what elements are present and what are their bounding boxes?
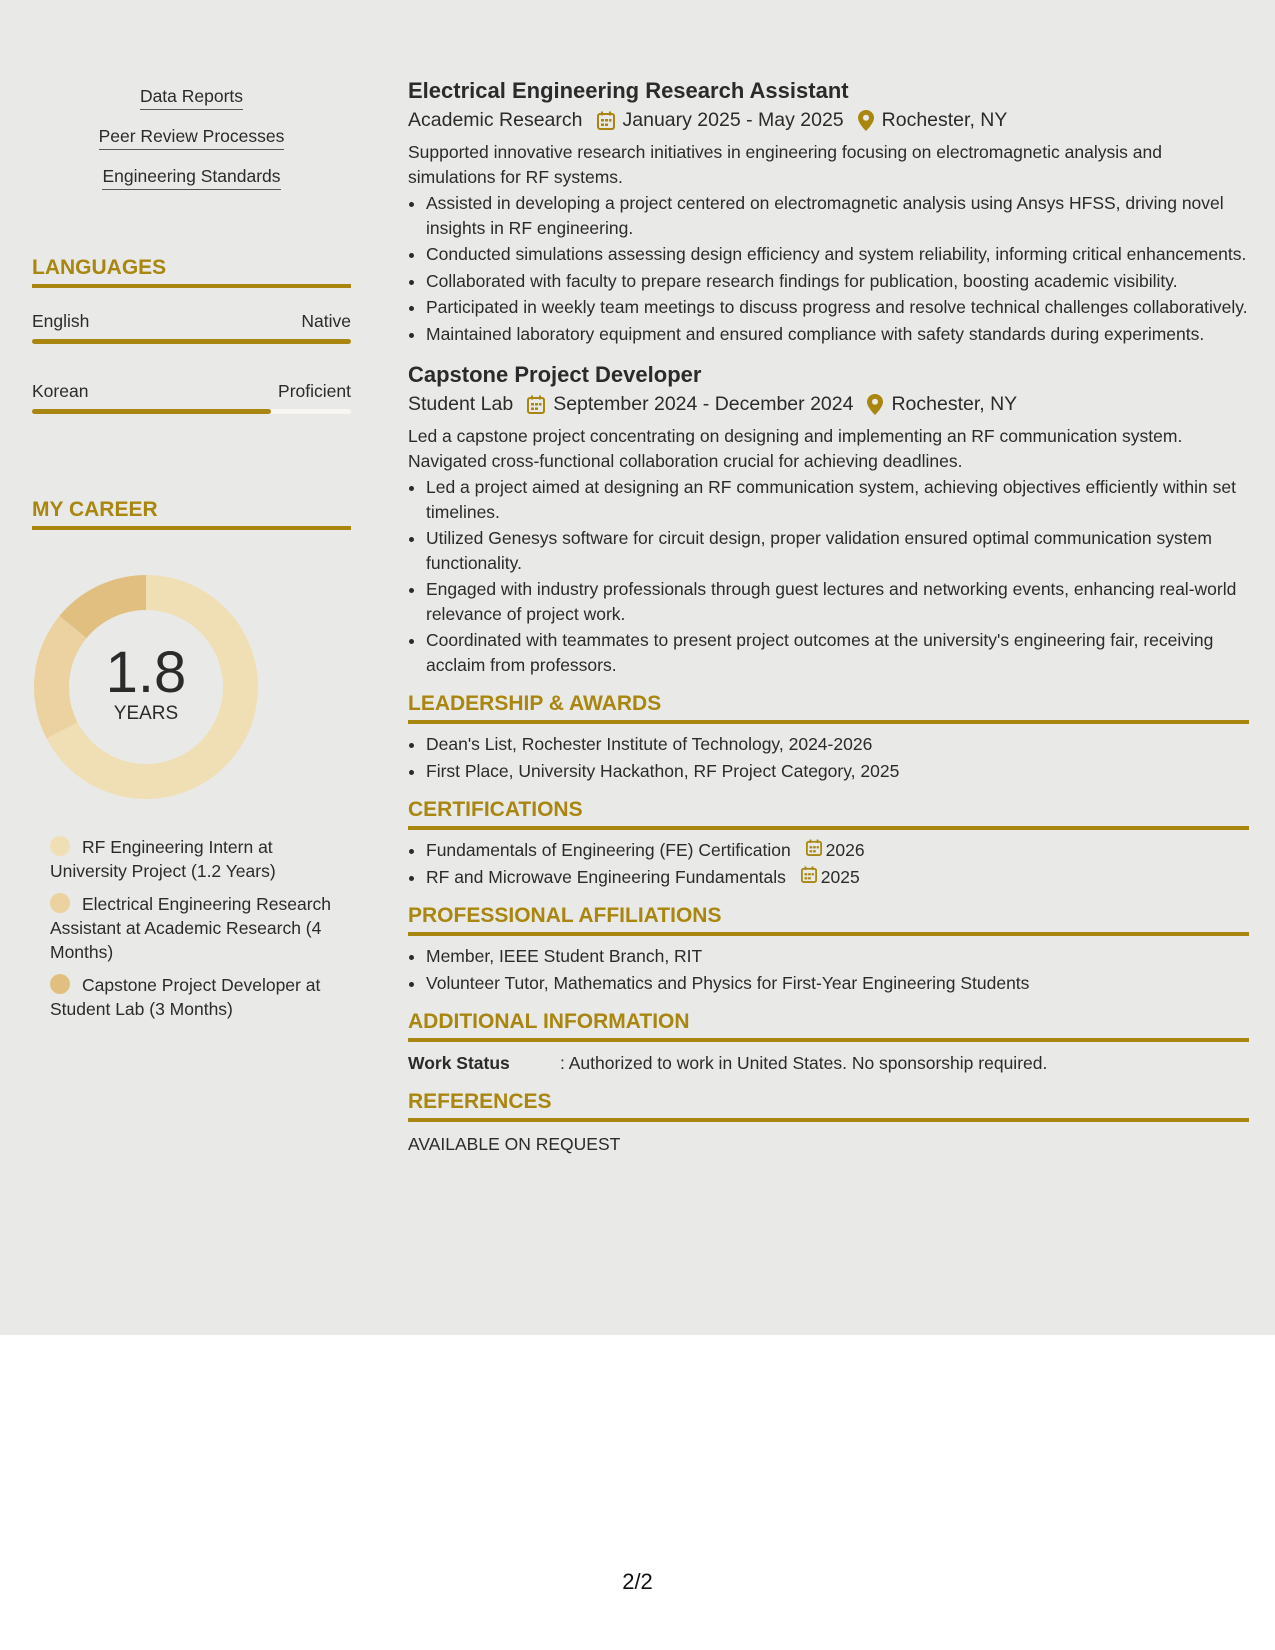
- affiliations-heading: PROFESSIONAL AFFILIATIONS: [408, 903, 1249, 936]
- work-status-value: : Authorized to work in United States. No sponsorship required.: [560, 1053, 1048, 1073]
- job-title: Capstone Project Developer: [408, 362, 702, 387]
- skills-list: [32, 86, 351, 206]
- cert-name: Fundamentals of Engineering (FE) Certification: [426, 840, 791, 860]
- job-location: Rochester, NY: [891, 393, 1018, 415]
- cert-date: [806, 838, 865, 863]
- affiliations-list: [408, 944, 1249, 995]
- legend-item: [50, 892, 350, 964]
- legend-label: Capstone Project Developer at Student Lab (3 Months): [50, 975, 321, 1019]
- language-bar-fill: [32, 339, 351, 344]
- cert-year: 2025: [820, 866, 860, 887]
- list-item: • Member, IEEE Student Branch, RIT: [426, 944, 1249, 969]
- main-content: [408, 76, 1249, 1156]
- legend-label: Electrical Engineering Research Assistant at Academic Research (4 Months): [50, 894, 332, 962]
- list-item: • First Place, University Hackathon, RF Project Category, 2025: [426, 759, 1249, 784]
- list-item: [426, 865, 1249, 890]
- job-summary: Led a capstone project concentrating on designing and implementing an RF communication system. Navigated cross-functional collaboration crucial for achieving deadlines.: [408, 426, 1183, 471]
- job-meta: [408, 390, 1249, 418]
- calendar-icon: [806, 838, 826, 863]
- list-item: • Maintained laboratory equipment and ensured compliance with safety standards during experiments.: [426, 322, 1249, 347]
- job-dates: January 2025 - May 2025: [622, 109, 844, 131]
- legend-swatch: [50, 974, 70, 994]
- references-text: AVAILABLE ON REQUEST: [408, 1134, 621, 1154]
- work-status-row: [408, 1051, 1249, 1075]
- leadership-list: [408, 732, 1249, 783]
- language-level: Native: [301, 311, 351, 331]
- legend-swatch: [50, 836, 70, 856]
- language-item: [32, 380, 351, 414]
- additional-info-heading: ADDITIONAL INFORMATION: [408, 1009, 1249, 1042]
- list-item: • Participated in weekly team meetings to discuss progress and resolve technical challenges collaboratively.: [426, 295, 1249, 320]
- language-item: [32, 310, 351, 344]
- map-pin-icon: [858, 110, 874, 131]
- cert-name: RF and Microwave Engineering Fundamentals: [426, 866, 786, 887]
- skill-item: Peer Review Processes: [99, 126, 285, 150]
- career-total-unit: YEARS: [113, 703, 179, 724]
- map-pin-icon: [867, 394, 883, 415]
- leadership-heading: LEADERSHIP & AWARDS: [408, 691, 1249, 724]
- legend-item: [50, 973, 350, 1021]
- cert-year: 2026: [825, 840, 865, 860]
- list-item: • Led a project aimed at designing an RF communication system, achieving objectives efficiently within set timelines.: [426, 475, 1249, 524]
- list-item: • Conducted simulations assessing design efficiency and system reliability, informing critical enhancements.: [426, 242, 1249, 267]
- list-item: • Volunteer Tutor, Mathematics and Physics for First-Year Engineering Students: [426, 971, 1249, 996]
- references-heading: REFERENCES: [408, 1089, 1249, 1122]
- job-summary: Supported innovative research initiatives in engineering focusing on electromagnetic analysis and simulations for RF systems.: [408, 142, 1162, 187]
- list-item: • Engaged with industry professionals through guest lectures and networking events, enhancing real-world relevance of project work.: [426, 577, 1249, 626]
- work-status-label: Work Status: [408, 1053, 510, 1073]
- job-location: Rochester, NY: [881, 109, 1008, 131]
- list-item: • Dean's List, Rochester Institute of Technology, 2024-2026: [426, 732, 1249, 757]
- list-item: • Coordinated with teammates to present project outcomes at the university's engineering fair, receiving acclaim from professors.: [426, 628, 1249, 677]
- calendar-icon: [801, 865, 821, 890]
- job-meta: [408, 106, 1249, 134]
- job-dates: September 2024 - December 2024: [553, 393, 854, 415]
- job-org: Academic Research: [408, 109, 583, 131]
- legend-item: [50, 835, 350, 883]
- languages-heading: LANGUAGES: [32, 255, 351, 288]
- list-item: • Collaborated with faculty to prepare research findings for publication, boosting academic visibility.: [426, 269, 1249, 294]
- language-name: Korean: [32, 381, 89, 401]
- calendar-icon: [597, 111, 615, 130]
- experience-entry: [408, 76, 1249, 346]
- legend-label: RF Engineering Intern at University Project (1.2 Years): [50, 837, 276, 881]
- career-total: [34, 575, 258, 799]
- list-item: • Assisted in developing a project centered on electromagnetic analysis using Ansys HFSS, driving novel insights in RF engineering.: [426, 191, 1249, 240]
- job-bullets: [408, 475, 1249, 677]
- language-bar: [32, 409, 351, 414]
- career-heading: MY CAREER: [32, 497, 351, 530]
- job-bullets: [408, 191, 1249, 346]
- skill-item: Data Reports: [140, 86, 243, 110]
- skill-item: Engineering Standards: [102, 166, 280, 190]
- language-name: English: [32, 311, 90, 331]
- language-bar-fill: [32, 409, 271, 414]
- calendar-icon: [527, 395, 545, 414]
- language-level: Proficient: [278, 381, 351, 401]
- experience-entry: [408, 360, 1249, 677]
- page-number: 2/2: [622, 1569, 653, 1594]
- job-org: Student Lab: [408, 393, 514, 415]
- language-bar: [32, 339, 351, 344]
- career-legend: [50, 835, 350, 1030]
- list-item: [426, 838, 1249, 863]
- legend-swatch: [50, 893, 70, 913]
- list-item: • Utilized Genesys software for circuit design, proper validation ensured optimal communication system functionality.: [426, 526, 1249, 575]
- certifications-list: [408, 838, 1249, 889]
- certifications-heading: CERTIFICATIONS: [408, 797, 1249, 830]
- career-total-value: 1.8: [105, 640, 187, 705]
- job-title: Electrical Engineering Research Assistant: [408, 78, 849, 103]
- cert-date: [801, 865, 860, 890]
